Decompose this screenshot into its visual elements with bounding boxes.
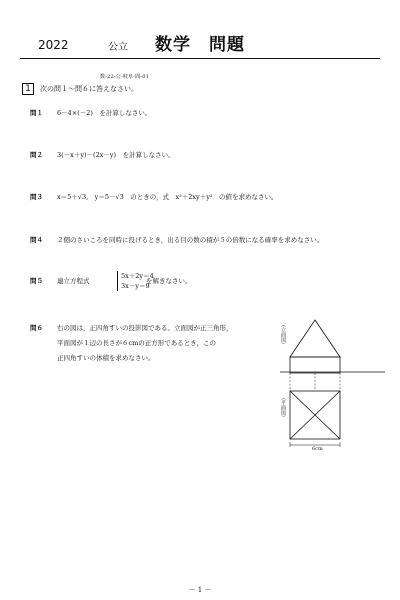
question-5-suffix: を解きなさい。	[146, 277, 192, 285]
question-6-line-3: 正四角すいの体積を求めなさい。	[57, 354, 155, 362]
question-6-line-2: 平面図が１辺の長さが６cmの正方形であるとき，この	[57, 339, 217, 347]
section-number-box: 1	[22, 83, 34, 95]
problem-code: 数-22-公-岐阜-問-01	[100, 74, 149, 80]
elevation-label: （立面図）	[280, 322, 286, 347]
elevation-view	[290, 320, 340, 373]
question-4	[30, 235, 323, 246]
question-label: 問１	[30, 109, 43, 117]
question-6	[30, 323, 57, 334]
equation-1: 5x＋2y＝4	[121, 272, 154, 280]
question-label: 問６	[30, 324, 43, 332]
page-number: － 1 －	[188, 586, 212, 594]
projection-figure	[275, 315, 385, 455]
question-label: 問３	[30, 193, 43, 201]
equation-2: 3x－y＝9	[121, 282, 150, 290]
question-1	[30, 108, 151, 119]
projection-lines	[290, 373, 340, 391]
question-label: 問４	[30, 236, 43, 244]
question-text: 6－4×(－2) を計算しなさい。	[57, 109, 152, 117]
question-text: 連立方程式	[57, 277, 90, 285]
page-title: 数学 問題	[155, 35, 245, 55]
question-label: 問２	[30, 151, 43, 159]
question-5	[30, 276, 90, 287]
question-3	[30, 192, 278, 203]
plan-label: （平面図）	[280, 395, 286, 420]
year-label: 2022	[38, 38, 69, 52]
question-2	[30, 150, 175, 161]
question-text: 3(－x＋y)－(2x－y) を計算しなさい。	[57, 151, 175, 159]
plan-view	[290, 391, 340, 439]
school-type-label: 公立	[108, 42, 128, 53]
question-6-line-1: 右の図は，正四角すいの投影図である。立面図が正三角形，	[57, 324, 233, 332]
section-instruction: 次の問１～問６に答えなさい。	[40, 85, 138, 93]
question-text: x＝5＋√3, y＝5－√3 のときの，式 x²＋2xy＋y² の値を求めなさい。	[57, 193, 278, 201]
dimension-label: 6cm	[312, 446, 323, 452]
question-text: ２個のさいころを同時に投げるとき，出る目の数の積が５の倍数になる確率を求めなさい。	[57, 236, 324, 244]
header-rule	[20, 58, 380, 59]
question-label: 問５	[30, 277, 43, 285]
